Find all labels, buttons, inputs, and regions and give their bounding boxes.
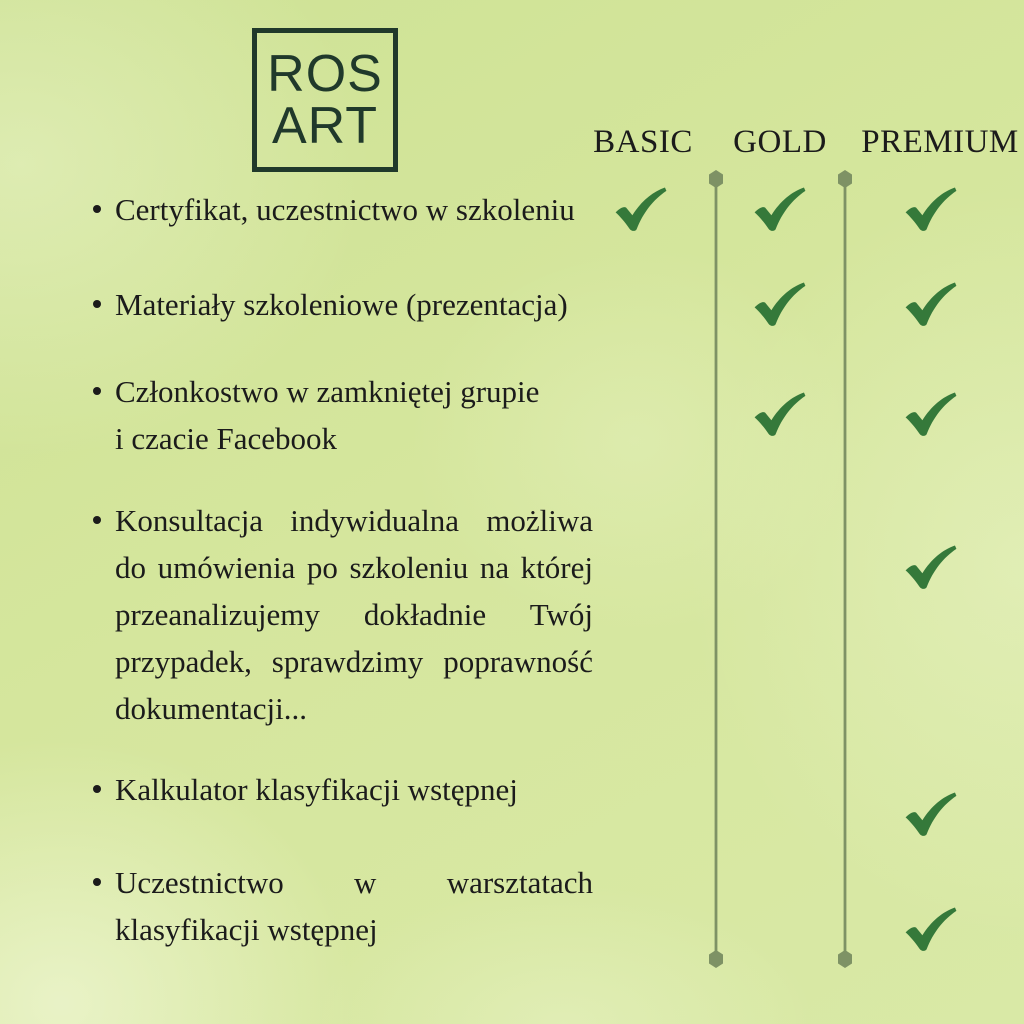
check-icon-premium — [903, 281, 959, 328]
bullet-dot-icon — [93, 516, 101, 524]
feature-line: Uczestnictwo w warsztatach — [115, 865, 593, 900]
check-icon-premium — [903, 544, 959, 591]
feature-line: przypadek, sprawdzimy poprawność — [115, 644, 593, 679]
bullet-dot-icon — [93, 205, 101, 213]
bullet-dot-icon — [93, 878, 101, 886]
check-icon-gold — [752, 392, 808, 439]
feature-text — [115, 186, 593, 233]
logo-line-1: ROS — [267, 45, 383, 103]
feature-line: klasyfikacji wstępnej — [115, 912, 378, 947]
column-header-basic: BASIC — [593, 124, 693, 160]
features-list — [90, 186, 1024, 999]
feature-row — [90, 859, 1024, 953]
feature-row — [90, 497, 1024, 732]
feature-text — [115, 497, 593, 732]
feature-text — [115, 859, 593, 953]
logo-line-2: ART — [271, 97, 379, 155]
feature-line: dokumentacji... — [115, 691, 307, 726]
column-header-gold: GOLD — [733, 124, 827, 160]
feature-row — [90, 186, 1024, 233]
bullet-dot-icon — [93, 785, 101, 793]
bullet-dot-icon — [93, 300, 101, 308]
feature-line: Certyfikat, uczestnictwo w szkoleniu — [115, 192, 575, 227]
column-header-premium: PREMIUM — [861, 124, 1019, 160]
bullet-dot-icon — [93, 387, 101, 395]
check-icon-basic — [613, 186, 669, 233]
check-icon-premium — [903, 392, 959, 439]
check-icon-premium — [903, 186, 959, 233]
feature-row — [90, 368, 1024, 462]
feature-line: Kalkulator klasyfikacji wstępnej — [115, 772, 518, 807]
feature-line: do umówienia po szkoleniu na której — [115, 550, 593, 585]
feature-line: i czacie Facebook — [115, 421, 338, 456]
feature-line: Konsultacja indywidualna możliwa — [115, 503, 593, 538]
feature-line: przeanalizujemy dokładnie Twój — [115, 597, 593, 632]
check-icon-premium — [903, 906, 959, 953]
feature-line: Członkostwo w zamkniętej grupie — [115, 374, 540, 409]
rosart-logo — [252, 28, 398, 172]
feature-text — [115, 281, 593, 328]
feature-text — [115, 368, 593, 462]
check-icon-gold — [752, 281, 808, 328]
check-icon-premium — [903, 791, 959, 838]
feature-row — [90, 281, 1024, 328]
feature-row — [90, 766, 1024, 813]
feature-text — [115, 766, 593, 813]
check-icon-gold — [752, 186, 808, 233]
feature-line: Materiały szkoleniowe (prezentacja) — [115, 287, 568, 322]
